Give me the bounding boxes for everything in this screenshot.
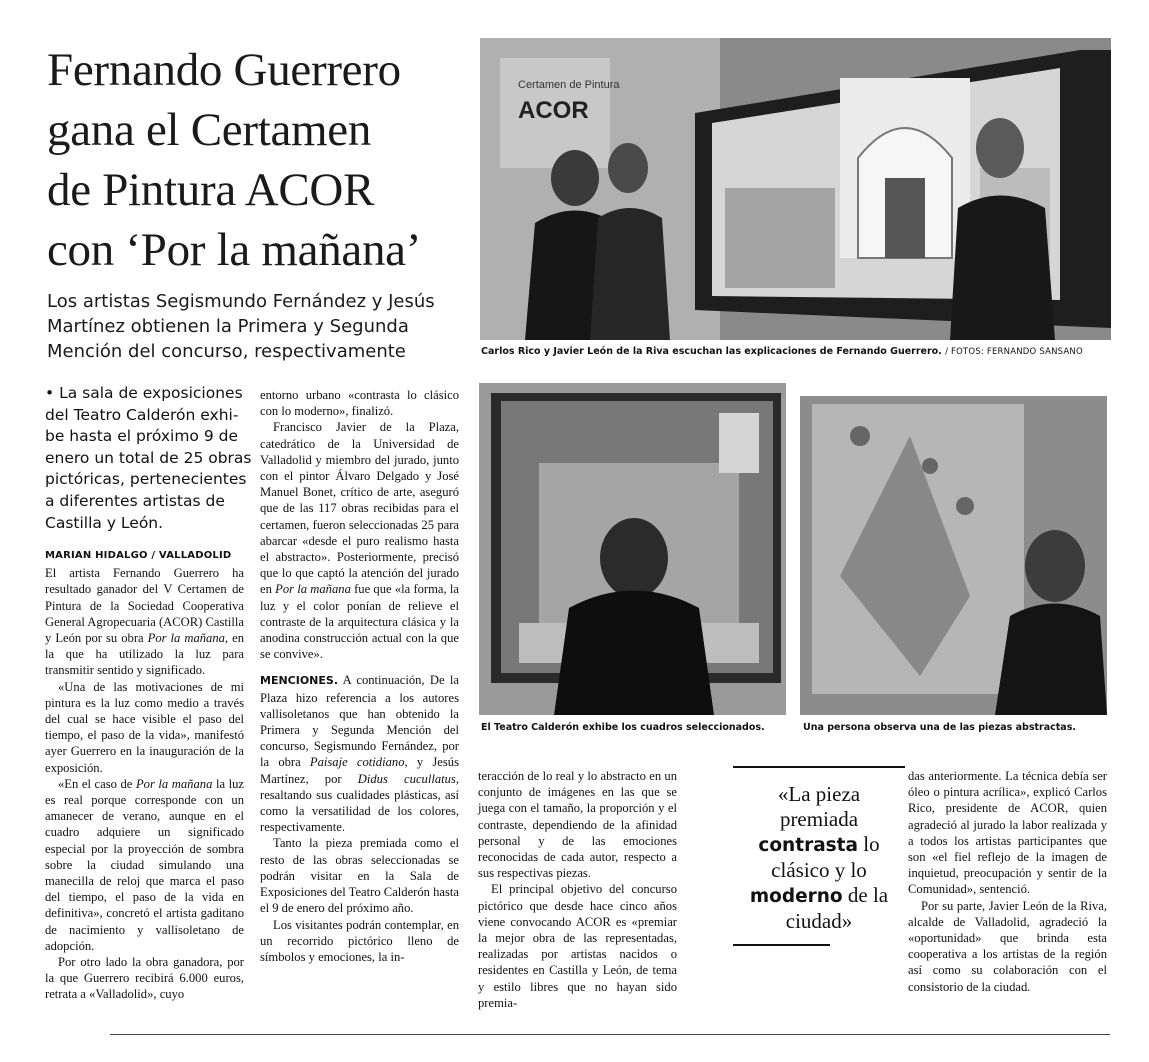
- paragraph: Francisco Javier de la Plaza, catedrático de la Universidad de Valladolid y miembro del jurado, junto con el pintor Álvaro Delgado y José Manuel Bonet, crítico de arte, aseguró que de las 117 obras recibidas para el certamen, fueron seleccionadas 25 para abarcar «desde el puro realismo hasta el abstracto». Posteriormente, precisó que lo que captó la atención del jurado en Por la mañana fue que «la forma, la luz y el color ponían de relieve el contraste de la arquitectura clásica y la anodina construcción actual con la que se convive».: [260, 420, 459, 662]
- lead-line: Castilla y León.: [45, 513, 164, 532]
- headline-line: Fernando Guerrero: [47, 44, 401, 96]
- headline: [47, 40, 467, 280]
- left-photo: [479, 383, 786, 715]
- pullquote: [703, 782, 935, 934]
- left-photo-image: [479, 383, 786, 715]
- lead-line: a diferentes artistas de: [45, 491, 225, 510]
- lead-line-1: [45, 383, 245, 405]
- column-3: [478, 768, 677, 1011]
- paragraph: Tanto la pieza premiada como el resto de las obras seleccionadas se podrán visitar en la Sala de Exposiciones del Teatro Calderón hasta el 9 de enero del próximo año.: [260, 836, 459, 916]
- pullquote-line: clásico y lo: [771, 858, 867, 882]
- lead-line: enero un total de 25 obras: [45, 448, 252, 467]
- right-photo-caption: Una persona observa una de las piezas abstractas.: [803, 722, 1076, 733]
- pullquote-top-rule: [733, 766, 905, 768]
- bullet: •: [45, 384, 55, 402]
- subhead-line: Los artistas Segismundo Fernández y Jesús: [47, 291, 435, 312]
- subheadline: [47, 289, 467, 364]
- page-bottom-rule: [110, 1034, 1110, 1035]
- paragraph: El artista Fernando Guerrero ha resultado ganador del V Certamen de Pintura de la Sociedad Cooperativa General Agropecuaria (ACOR) Castilla y León por su obra Por la mañana, en la que ha utilizado la luz para transmitir sentido y significado.: [45, 566, 245, 678]
- paragraph: «En el caso de Por la mañana la luz es real porque corresponde con un amanecer de verano, aunque en el cuadro adquiere un significado especial por la proyección de sombra sobre la ciudad simulando una manecilla de reloj que marca el paso del tiempo, el paso de la vida en definitiva», concretó el artista gaditano de nacimiento y vallisoletano de adopción.: [45, 776, 245, 953]
- pullquote-line: contrasta lo: [758, 832, 880, 856]
- main-photo: [480, 38, 1111, 340]
- paragraph: entorno urbano «contrasta lo clásico con lo moderno», finalizó.: [260, 388, 459, 419]
- right-photo: [800, 396, 1107, 715]
- wall-text-line2: ACOR: [518, 97, 589, 124]
- paragraph: «Una de las motivaciones de mi pintura es la luz como medio a través del cual se hace visible el paso del tiempo, el paso de la vida», manifestó ayer Guerrero en la inauguración de la exposición.: [45, 679, 244, 775]
- lead-line: be hasta el próximo 9 de: [45, 427, 239, 446]
- pullquote-line: moderno de la: [749, 883, 889, 907]
- section-kicker: MENCIONES.: [260, 674, 339, 688]
- paragraph: Por su parte, Javier León de la Riva, alcalde de Valladolid, agradeció la «oportunidad» que brinda esta cooperativa a los artistas de la región así como su colaboración con el consistorio de la ciudad.: [908, 898, 1107, 994]
- byline: MARIAN HIDALGO / VALLADOLID: [45, 550, 232, 561]
- column-1: [45, 548, 244, 1003]
- pullquote-line: ciudad»: [785, 909, 853, 933]
- pullquote-bottom-rule: [733, 944, 830, 946]
- lead-line: pictóricas, pertenecientes: [45, 470, 247, 489]
- wall-text-line1: Certamen de Pintura: [518, 79, 620, 91]
- paragraph: Por otro lado la obra ganadora, por la que Guerrero recibirá 6.000 euros, retrata a «Valladolid», cuyo: [45, 955, 244, 1002]
- right-photo-image: [800, 396, 1107, 715]
- headline-line: con ‘Por la mañana’: [47, 224, 422, 276]
- paragraph: El principal objetivo del concurso pictórico que desde hace cinco años viene convocando ACOR es «premiar la mejor obra de las representadas, realizadas por artistas nacidos o residentes en Castilla y León, de tema y estilo libres que no hayan sido premia-: [478, 882, 677, 1010]
- lead-line-text: La sala de exposiciones: [59, 384, 243, 402]
- paragraph: teracción de lo real y lo abstracto en un conjunto de imágenes en las que se juega con el tamaño, la proporción y el contraste, dependiendo de la afinidad personal y de las emociones reconocidas de cada autor, respecto a sus respectivas piezas.: [478, 769, 677, 881]
- lead-paragraph: [45, 383, 252, 534]
- paragraph: das anteriormente. La técnica debía ser óleo o pintura acrílica», explicó Carlos Rico, presidente de ACOR, quien agradeció al jurado la labor realizada y a todos los artistas participantes que son «el fiel reflejo de la imagen de inquietud, preocupación y sentir de la Comunidad», sentenció.: [908, 769, 1107, 897]
- column-2: [260, 387, 459, 965]
- main-photo-caption: [481, 346, 1083, 357]
- main-caption-text: Carlos Rico y Javier León de la Riva escuchan las explicaciones de Fernando Guerrero.: [481, 346, 942, 357]
- headline-line: gana el Certamen: [47, 104, 372, 156]
- photo-credit: / FOTOS: FERNANDO SANSANO: [945, 347, 1083, 357]
- left-photo-caption: El Teatro Calderón exhibe los cuadros seleccionados.: [481, 722, 765, 733]
- pullquote-line: premiada: [779, 807, 859, 831]
- paragraph: Los visitantes podrán contemplar, en un recorrido pictórico lleno de símbolos y emociones, la in-: [260, 917, 459, 964]
- main-photo-image: [480, 38, 1111, 340]
- subhead-line: Mención del concurso, respectivamente: [47, 341, 406, 362]
- headline-line: de Pintura ACOR: [47, 164, 375, 216]
- subhead-line: Martínez obtienen la Primera y Segunda: [47, 316, 409, 337]
- column-5: [908, 768, 1107, 995]
- lead-line: del Teatro Calderón exhi-: [45, 405, 239, 424]
- pullquote-line: «La pieza: [777, 782, 861, 806]
- paragraph: MENCIONES. A continuación, De la Plaza hizo referencia a los autores vallisoletanos que han obtenido la Primera y Segunda Mención del concurso, Segismundo Fernández, por la obra Paisaje cotidiano, y Jesús Martínez, por Didus cucullatus, resaltando sus cualidades plásticas, así como la versatilidad de los colores, respectivamente.: [260, 673, 459, 835]
